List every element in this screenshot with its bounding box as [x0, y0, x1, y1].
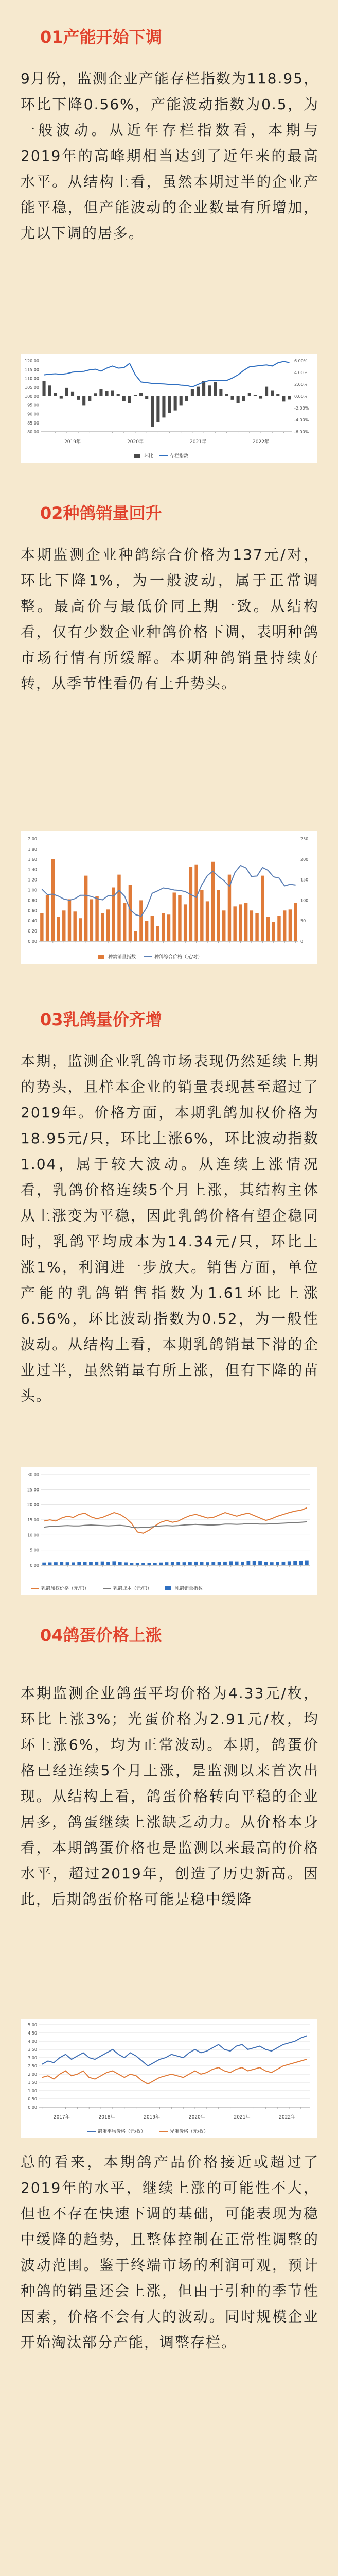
left-axis-tick-label: 100.00	[25, 394, 39, 399]
chart-capacity	[21, 354, 317, 463]
chart-bar	[51, 859, 55, 941]
left-axis-tick-label: 5.00	[28, 2023, 37, 2027]
left-axis-tick-label: 3.50	[28, 2047, 37, 2052]
chart-bar	[229, 1561, 233, 1565]
chart-bar	[222, 910, 225, 941]
chart-bar	[122, 396, 126, 401]
chart-series-line	[44, 361, 290, 387]
legend-swatch	[134, 454, 140, 458]
chart-series-line	[42, 2059, 307, 2084]
chart-bar	[66, 1562, 69, 1565]
chart-bar	[230, 396, 234, 400]
chart-bar	[288, 1561, 291, 1565]
left-axis-tick-label: 0.00	[28, 2105, 37, 2110]
chart-bar	[211, 862, 215, 941]
chart-bar	[145, 396, 148, 399]
chart-bar	[248, 393, 251, 396]
left-axis-tick-label: 95.00	[27, 403, 39, 408]
chart-bar	[171, 1562, 174, 1565]
legend-label: 乳鸽成本（元/只）	[113, 1586, 152, 1591]
chart-bar	[271, 391, 274, 397]
chart-bar	[151, 396, 154, 427]
left-axis-tick-label: 0.50	[28, 2097, 37, 2102]
chart-bar	[65, 388, 68, 396]
chart-bar	[95, 1562, 98, 1565]
chart-bar	[270, 1562, 274, 1565]
chart-bar	[266, 917, 270, 941]
chart-bar	[165, 1562, 169, 1565]
chart-bar	[54, 1562, 58, 1565]
chart-bar	[82, 396, 85, 405]
chart-series-line	[42, 866, 295, 917]
chart-bar	[289, 909, 292, 941]
left-axis-tick-label: 30.00	[27, 1472, 39, 1477]
left-axis-tick-label: 5.00	[30, 1548, 39, 1553]
legend-label: 乳鸽销量指数	[175, 1586, 203, 1591]
chart-bar	[42, 1563, 46, 1565]
left-axis-tick-label: 0.20	[28, 929, 37, 934]
chart-bar	[156, 396, 159, 422]
chart-bar	[128, 396, 131, 403]
chart-bar	[188, 1562, 192, 1565]
left-axis-tick-label: 2.50	[28, 2064, 37, 2069]
chart-bar	[225, 394, 228, 396]
right-axis-tick-label: -6.00%	[294, 430, 309, 434]
chart-bar	[71, 392, 74, 396]
left-axis-tick-label: 115.00	[25, 367, 39, 372]
chart-bar	[200, 890, 203, 942]
chart-bar	[99, 389, 102, 396]
right-axis-tick-label: -4.00%	[294, 418, 309, 422]
chart-bar	[261, 876, 264, 941]
left-axis-tick-label: 2.00	[28, 837, 37, 841]
chart-bar	[124, 1562, 128, 1565]
chart-bar	[57, 917, 60, 941]
chart-bar	[117, 875, 120, 941]
left-axis-tick-label: 25.00	[27, 1487, 39, 1493]
chart-bar	[185, 396, 188, 401]
legend-label: 光蛋价格（元/枚）	[170, 2129, 209, 2134]
chart-bar	[94, 393, 97, 396]
left-axis-tick-label: 1.00	[28, 888, 37, 893]
chart-bar	[117, 394, 120, 396]
chart-bar	[272, 922, 275, 941]
chart-bar	[151, 916, 154, 941]
right-axis-tick-label: 200	[300, 857, 309, 862]
chart-bar	[156, 926, 159, 941]
chart-bar	[79, 918, 82, 941]
chart-bar	[95, 896, 98, 941]
left-axis-tick-label: 4.50	[28, 2031, 37, 2036]
chart-pigeon-egg	[21, 2019, 317, 2138]
chart-bar	[202, 381, 205, 396]
chart-bar	[206, 1562, 209, 1565]
chart-bar	[130, 1563, 133, 1565]
x-axis-year-label: 2018年	[98, 2115, 115, 2120]
x-axis-year-label: 2017年	[53, 2115, 70, 2120]
chart-bar	[208, 385, 211, 396]
chart-breeder-pigeon	[21, 831, 317, 964]
chart-bar	[118, 1562, 122, 1565]
right-axis-tick-label: 0.00%	[294, 394, 308, 399]
chart-bar	[101, 913, 104, 941]
legend-swatch	[98, 955, 104, 959]
chart-bar	[206, 901, 209, 941]
left-axis-tick-label: 85.00	[27, 420, 39, 426]
chart-bar	[48, 385, 51, 396]
chart-bar	[162, 396, 165, 417]
chart-bar	[283, 910, 286, 941]
chart-bar	[40, 913, 43, 941]
chart-bar	[305, 1561, 309, 1565]
chart-bar	[106, 1562, 110, 1565]
legend-label: 环比	[144, 454, 154, 459]
left-axis-tick-label: 0.60	[28, 908, 37, 913]
chart-bar	[241, 1562, 244, 1565]
left-axis-tick-label: 15.00	[27, 1518, 39, 1522]
chart-bar	[235, 1562, 239, 1565]
chart-bar	[123, 903, 126, 941]
chart-bar	[60, 396, 63, 399]
chart-bar	[183, 1562, 186, 1565]
left-axis-tick-label: 2.00	[28, 2072, 37, 2077]
chart-bar	[214, 382, 217, 396]
chart-bar	[277, 916, 280, 941]
left-axis-tick-label: 0.00	[30, 1563, 39, 1568]
legend-label: 种鸽销量指数	[108, 955, 136, 960]
left-axis-tick-label: 3.00	[28, 2056, 37, 2060]
chart-bar	[293, 1561, 297, 1565]
chart-bar	[258, 1561, 262, 1565]
left-axis-tick-label: 1.40	[28, 867, 37, 872]
legend-label: 鸽蛋平均价格（元/枚）	[98, 2129, 146, 2134]
x-axis-year-label: 2022年	[253, 439, 269, 445]
chart-bar	[288, 396, 291, 399]
chart-bar	[83, 1562, 87, 1565]
section-title-capacity: 01产能开始下调	[40, 27, 162, 47]
chart-bar	[219, 389, 222, 396]
legend-label: 种鸽综合价格（元/对）	[154, 955, 203, 960]
left-axis-tick-label: 1.60	[28, 857, 37, 862]
chart-bar	[191, 389, 194, 396]
chart-bar	[167, 914, 170, 941]
chart-bar	[254, 395, 257, 396]
chart-bar	[174, 396, 177, 411]
chart-bar	[89, 1562, 93, 1565]
chart-bar	[42, 381, 45, 396]
paragraph-capacity: 9月份，监测企业产能存栏指数为118.95，环比下降0.56%，产能波动指数为0.5，为一般波动。从近年存栏指数看，本期与2019年的高峰期相当达到了近年来的最高水平。从结构上看，虽然本期过半的企业产能平稳，但产能波动的企业数量有所增加，尤以下调的居多。	[21, 70, 319, 242]
left-axis-tick-label: 1.20	[28, 877, 37, 883]
chart-bar	[139, 900, 143, 941]
chart-bar	[134, 395, 137, 396]
chart-bar	[105, 391, 108, 396]
paragraph-pigeon-egg: 本期监测企业鸽蛋平均价格为4.33元/枚，环比上涨3%；光蛋价格为2.91元/枚，均环上涨6%，均为正常波动。本期，鸽蛋价格已经连续5个月上涨，是监测以来首次出现。从结构上看，鸽蛋价格转向平稳的企业居多，鸽蛋继续上涨缺乏动力。从价格本身看，本期鸽蛋价格也是监测以来最高的价格水平，超过2019年，创造了历史新高。因此，后期鸽蛋价格可能是稳中缓降	[21, 1685, 319, 1908]
chart-bar	[264, 1562, 268, 1565]
chart-bar	[68, 899, 71, 941]
chart-bar	[54, 393, 57, 396]
chart-bar	[276, 394, 279, 396]
right-axis-tick-label: 100	[300, 898, 309, 903]
x-axis-year-label: 2019年	[144, 2115, 161, 2120]
chart-bar	[282, 396, 285, 401]
x-axis-year-label: 2021年	[234, 2115, 251, 2120]
left-axis-tick-label: 4.00	[28, 2039, 37, 2044]
right-axis-tick-label: 150	[300, 877, 309, 883]
x-axis-year-label: 2021年	[190, 439, 206, 445]
left-axis-tick-label: 120.00	[25, 359, 39, 363]
x-axis-year-label: 2022年	[279, 2115, 296, 2120]
chart-bar	[189, 867, 192, 941]
chart-bar	[223, 1562, 227, 1565]
chart-bar	[90, 899, 93, 941]
chart-bar	[136, 1563, 139, 1565]
chart-series-line	[44, 1508, 307, 1533]
chart-bar	[145, 921, 148, 941]
chart-bar	[259, 396, 262, 399]
right-axis-tick-label: 6.00%	[294, 359, 308, 363]
legend-label: 存栏指数	[170, 454, 189, 459]
chart-bar	[72, 1562, 75, 1565]
chart-bar	[159, 1563, 163, 1565]
chart-bar	[176, 1562, 180, 1565]
left-axis-tick-label: 80.00	[27, 430, 39, 434]
legend-swatch	[165, 1586, 171, 1590]
chart-bar	[46, 895, 49, 941]
paragraph-breeder-pigeon: 本期监测企业种鸽综合价格为137元/对，环比下降1%，为一般波动，属于正常调整。最高价与最低价同上期一致。从结构看，仅有少数企业种鸽价格下调，表明种鸽市场行情有所缓解。本期种鸽销量持续好转，从季节性看仍有上升势头。	[21, 546, 319, 692]
chart-bar	[77, 396, 80, 400]
chart-bar	[180, 396, 183, 405]
chart-bar	[173, 892, 176, 941]
paragraph-squab: 本期，监测企业乳鸽市场表现仍然延续上期的势头，且样本企业的销量表现甚至超过了2019年。价格方面，本期乳鸽加权价格为18.95元/只，环比上涨6%，环比波动指数1.04，属于较大波动。从连续上涨情况看，乳鸽价格连续5个月上涨，其结构主体从上涨变为平稳，因此乳鸽价格有望企稳同时，乳鸽平均成本为14.34元/只，环比上涨1%，利润进一步放大。销售方面，单位产能的乳鸽销售指数为1.61环比上涨6.56%，环比波动指数为0.52，为一般性波动。从结构上看，本期乳鸽销量下滑的企业过半，虽然销量有所上涨，但有下降的苗头。	[21, 1053, 319, 1404]
chart-bar	[237, 396, 240, 403]
chart-bar	[101, 1562, 104, 1565]
chart-bar	[246, 1561, 250, 1565]
chart-bar	[153, 1563, 157, 1565]
chart-bar	[141, 1563, 145, 1565]
x-axis-year-label: 2020年	[127, 439, 144, 445]
right-axis-tick-label: 4.00%	[294, 370, 308, 375]
chart-bar	[111, 391, 114, 397]
right-axis-tick-label: 50	[300, 919, 306, 924]
left-axis-tick-label: 1.50	[28, 2080, 37, 2085]
chart-bar	[299, 1561, 303, 1565]
left-axis-tick-label: 105.00	[25, 385, 39, 390]
chart-bar	[194, 865, 198, 941]
chart-series-line	[44, 1522, 307, 1528]
chart-bar	[129, 885, 132, 941]
chart-bar	[184, 904, 187, 941]
chart-bar	[211, 1562, 215, 1565]
section-title-breeder-pigeon: 02种鸽销量回升	[40, 503, 162, 523]
chart-bar	[134, 931, 137, 941]
chart-bar	[88, 396, 91, 401]
chart-bar	[197, 387, 200, 396]
paragraph-conclusion: 总的看来，本期鸽产品价格接近或超过了2019年的水平，继续上涨的可能性不大，但也不存在快速下调的基础，可能表现为稳中缓降的趋势，且整体控制在正常性调整的波动范围。鉴于终端市场的利润可观，预计种鸽的销量还会上涨，但由于引种的季节性因素，价格不会有大的波动。同时规模企业开始淘汰部分产能，调整存栏。	[21, 2154, 319, 2351]
section-title-pigeon-egg: 04鸽蛋价格上涨	[40, 1625, 162, 1645]
left-axis-tick-label: 0.80	[28, 898, 37, 903]
chart-bar	[194, 1562, 198, 1565]
right-axis-tick-label: -2.00%	[294, 406, 309, 411]
left-axis-tick-label: 1.80	[28, 846, 37, 852]
chart-bar	[168, 396, 171, 413]
legend-label: 乳鸽加权价格（元/只）	[41, 1586, 90, 1591]
chart-bar	[244, 903, 247, 941]
chart-bar	[242, 396, 245, 401]
chart-bar	[255, 913, 258, 941]
right-axis-tick-label: 250	[300, 837, 309, 841]
left-axis-tick-label: 0.00	[28, 939, 37, 944]
chart-bar	[178, 895, 181, 941]
left-axis-tick-label: 10.00	[27, 1533, 39, 1538]
chart-bar	[218, 1562, 221, 1565]
chart-bar	[200, 1562, 204, 1565]
chart-bar	[265, 387, 268, 396]
chart-bar	[48, 1562, 52, 1565]
right-axis-tick-label: 2.00%	[294, 382, 308, 387]
chart-series-line	[42, 2036, 307, 2066]
chart-bar	[250, 910, 253, 941]
chart-bar	[139, 393, 143, 396]
chart-bar	[60, 1562, 63, 1565]
chart-bar	[276, 1562, 279, 1565]
left-axis-tick-label: 110.00	[25, 376, 39, 381]
chart-bar	[162, 913, 165, 941]
chart-bar	[239, 904, 242, 941]
left-axis-tick-label: 20.00	[27, 1502, 39, 1507]
left-axis-tick-label: 0.40	[28, 919, 37, 924]
x-axis-year-label: 2020年	[188, 2115, 205, 2120]
chart-bar	[282, 1562, 286, 1565]
chart-bar	[148, 1563, 151, 1565]
chart-bar	[233, 906, 236, 941]
chart-bar	[77, 1562, 81, 1565]
chart-bar	[62, 910, 65, 941]
chart-bar	[294, 903, 297, 941]
chart-bar	[112, 1561, 116, 1565]
left-axis-tick-label: 1.00	[28, 2089, 37, 2093]
right-axis-tick-label: 0	[300, 939, 304, 944]
chart-bar	[84, 876, 87, 941]
left-axis-tick-label: 90.00	[27, 412, 39, 417]
chart-bar	[106, 909, 110, 941]
x-axis-year-label: 2019年	[64, 439, 81, 445]
chart-bar	[217, 890, 220, 942]
chart-bar	[253, 1561, 256, 1565]
section-title-squab: 03乳鸽量价齐增	[40, 1010, 162, 1029]
chart-bar	[73, 911, 76, 941]
chart-squab	[21, 1467, 317, 1595]
